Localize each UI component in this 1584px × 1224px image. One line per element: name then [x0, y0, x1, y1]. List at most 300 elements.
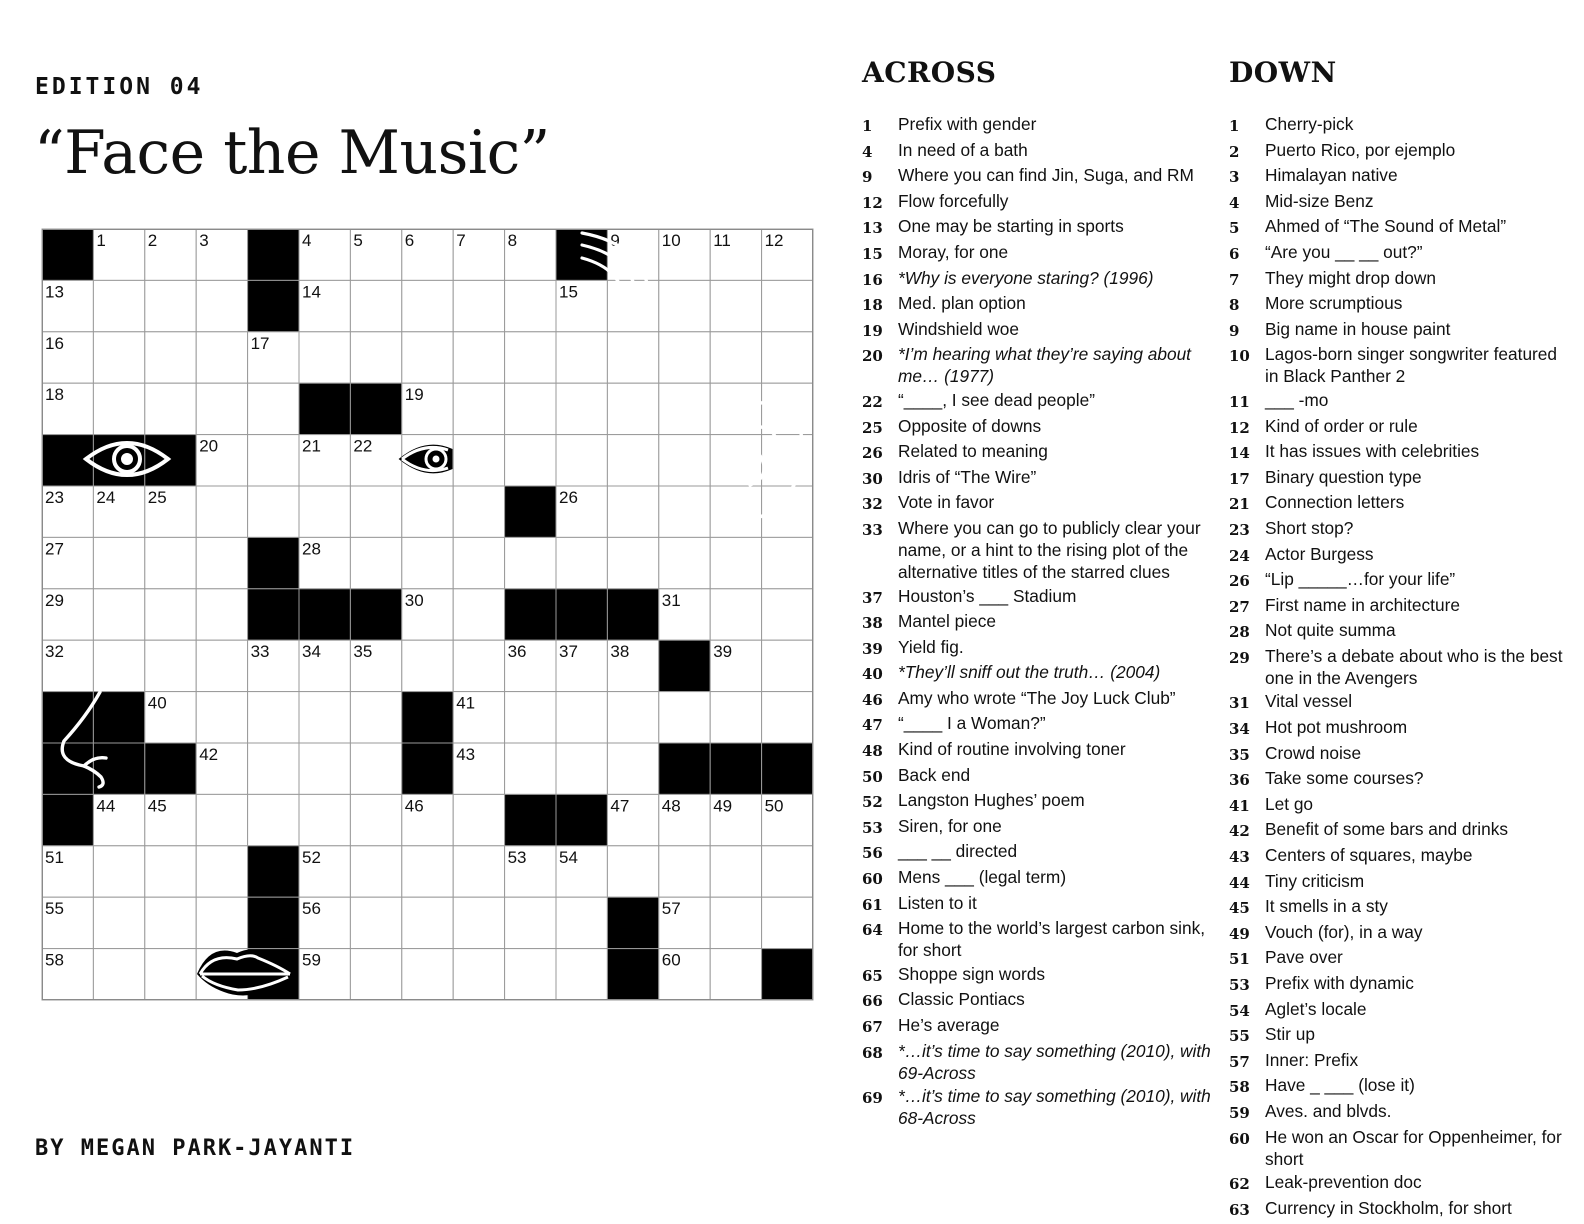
- grid-cell[interactable]: [93, 640, 144, 691]
- cell-number: 57: [661, 899, 681, 919]
- grid-cell[interactable]: [453, 949, 504, 1000]
- cell-number: 38: [610, 642, 630, 662]
- down-clue[interactable]: [1229, 389, 1574, 413]
- grid-cell[interactable]: [453, 280, 504, 331]
- cell-number: 21: [302, 436, 321, 456]
- grid-cell[interactable]: [196, 692, 247, 743]
- grid-cell[interactable]: [556, 743, 607, 794]
- grid-cell[interactable]: [762, 692, 813, 743]
- across-clue[interactable]: [862, 687, 1214, 711]
- grid-cell[interactable]: [196, 537, 247, 588]
- across-clue[interactable]: [862, 215, 1214, 239]
- block-cell: [145, 743, 196, 794]
- grid-cell[interactable]: [659, 435, 710, 486]
- across-clue[interactable]: [862, 764, 1214, 788]
- down-clue[interactable]: [1229, 767, 1574, 791]
- grid-cell[interactable]: [556, 949, 607, 1000]
- across-clue[interactable]: [862, 585, 1214, 609]
- across-clue[interactable]: [862, 712, 1214, 736]
- clue-number: 14: [1229, 444, 1250, 463]
- grid-cell[interactable]: [248, 743, 299, 794]
- clue-text: Vital vessel: [1265, 691, 1353, 712]
- down-clue[interactable]: [1229, 921, 1574, 945]
- grid-cell[interactable]: [710, 537, 761, 588]
- clue-text: Classic Pontiacs: [898, 989, 1025, 1010]
- grid-cell[interactable]: [402, 846, 453, 897]
- grid-cell[interactable]: [248, 692, 299, 743]
- cell-number: 5: [353, 231, 363, 250]
- across-clue[interactable]: [862, 636, 1214, 660]
- grid-cell[interactable]: [350, 280, 401, 331]
- clue-text: First name in architecture: [1265, 594, 1460, 615]
- grid-cell[interactable]: [659, 846, 710, 897]
- grid-cell[interactable]: [145, 589, 196, 640]
- grid-cell[interactable]: [762, 537, 813, 588]
- grid-cell[interactable]: [607, 692, 658, 743]
- down-clue[interactable]: [1229, 517, 1574, 541]
- across-clue[interactable]: [862, 1014, 1214, 1038]
- across-clue[interactable]: [862, 139, 1214, 163]
- down-clue[interactable]: [1229, 619, 1574, 643]
- down-clue[interactable]: [1229, 645, 1574, 689]
- clue-number: 30: [862, 469, 883, 488]
- grid-cell[interactable]: [556, 383, 607, 434]
- clue-number: 29: [1229, 648, 1250, 667]
- across-clue[interactable]: [862, 963, 1214, 987]
- down-clue[interactable]: [1229, 946, 1574, 970]
- grid-cell[interactable]: [556, 435, 607, 486]
- down-clue[interactable]: [1229, 716, 1574, 740]
- down-clue[interactable]: [1229, 818, 1574, 842]
- clue-number: 57: [1229, 1052, 1250, 1071]
- grid-cell[interactable]: [196, 640, 247, 691]
- grid-cell[interactable]: [659, 332, 710, 383]
- across-clue[interactable]: [862, 113, 1214, 137]
- grid-cell[interactable]: [762, 640, 813, 691]
- clue-text: Benefit of some bars and drinks: [1265, 819, 1509, 840]
- grid-cell[interactable]: [402, 280, 453, 331]
- down-clue[interactable]: [1229, 690, 1574, 714]
- grid-cell[interactable]: [145, 537, 196, 588]
- grid-cell[interactable]: [607, 846, 658, 897]
- grid-cell[interactable]: [248, 486, 299, 537]
- grid-cell[interactable]: [556, 332, 607, 383]
- block-cell: [248, 280, 299, 331]
- clue-number: 47: [862, 716, 883, 735]
- grid-cell[interactable]: [607, 486, 658, 537]
- across-clue[interactable]: [862, 415, 1214, 439]
- cell-number: 24: [96, 488, 116, 507]
- down-clue[interactable]: [1229, 318, 1574, 342]
- down-clue[interactable]: [1229, 870, 1574, 894]
- cell-number: 37: [559, 642, 578, 662]
- clue-text: Related to meaning: [898, 441, 1048, 462]
- grid-cell[interactable]: [762, 897, 813, 948]
- down-clue[interactable]: [1229, 139, 1574, 163]
- cell-number: 52: [302, 847, 321, 867]
- clue-text: Kind of routine involving toner: [898, 739, 1126, 760]
- block-cell: [556, 589, 607, 640]
- across-clue[interactable]: [862, 389, 1214, 413]
- cell-number: 41: [456, 693, 476, 713]
- cell-number: 56: [302, 899, 321, 919]
- down-clue[interactable]: [1229, 241, 1574, 265]
- grid-cell[interactable]: [350, 743, 401, 794]
- grid-cell[interactable]: [659, 280, 710, 331]
- grid-cell[interactable]: [710, 897, 761, 948]
- grid-cell[interactable]: [145, 280, 196, 331]
- down-clue[interactable]: [1229, 343, 1574, 387]
- across-clue[interactable]: [862, 1040, 1214, 1084]
- down-clue[interactable]: [1229, 164, 1574, 188]
- clue-text: Connection letters: [1265, 492, 1405, 513]
- grid-cell[interactable]: [762, 280, 813, 331]
- down-clue[interactable]: [1229, 1074, 1574, 1098]
- grid-cell[interactable]: [453, 589, 504, 640]
- grid-cell[interactable]: [762, 435, 813, 486]
- clue-number: 32: [862, 495, 883, 514]
- across-clue[interactable]: [862, 343, 1214, 387]
- clue-text: Actor Burgess: [1265, 543, 1374, 564]
- grid-cell[interactable]: [93, 589, 144, 640]
- grid-cell[interactable]: [93, 280, 144, 331]
- cell-number: 25: [147, 488, 167, 507]
- cell-number: 3: [199, 231, 209, 250]
- down-clue[interactable]: [1229, 793, 1574, 817]
- grid-cell[interactable]: [762, 332, 813, 383]
- cell-number: 36: [507, 642, 527, 662]
- cell-number: 11: [713, 231, 731, 250]
- grid-cell[interactable]: [196, 897, 247, 948]
- grid-cell[interactable]: [710, 949, 761, 1000]
- across-clue[interactable]: [862, 866, 1214, 890]
- clue-number: 43: [1229, 848, 1250, 867]
- grid-cell[interactable]: [505, 537, 556, 588]
- clue-text: Yield fig.: [898, 636, 964, 657]
- grid-cell[interactable]: [350, 486, 401, 537]
- grid-cell[interactable]: [505, 743, 556, 794]
- clue-text: Big name in house paint: [1265, 318, 1451, 339]
- grid-cell[interactable]: [350, 537, 401, 588]
- grid-cell[interactable]: [350, 794, 401, 845]
- grid-cell[interactable]: [93, 537, 144, 588]
- grid-cell[interactable]: [607, 537, 658, 588]
- clue-number: 33: [862, 520, 883, 539]
- cell-number: 33: [250, 642, 270, 662]
- clue-text: Kind of order or rule: [1265, 415, 1418, 436]
- grid-cell[interactable]: [453, 486, 504, 537]
- grid-cell[interactable]: [196, 846, 247, 897]
- clue-number: 60: [1229, 1129, 1250, 1148]
- grid-cell[interactable]: [556, 537, 607, 588]
- grid-cell[interactable]: [145, 949, 196, 1000]
- grid-cell[interactable]: [710, 589, 761, 640]
- grid-cell[interactable]: [93, 846, 144, 897]
- down-clue[interactable]: [1229, 440, 1574, 464]
- block-cell: [42, 743, 93, 794]
- clue-number: 52: [862, 793, 883, 812]
- cell-number: 6: [404, 231, 415, 250]
- across-clue[interactable]: [862, 661, 1214, 685]
- grid-cell[interactable]: [556, 897, 607, 948]
- grid-cell[interactable]: [453, 332, 504, 383]
- cell-number: 10: [661, 231, 681, 250]
- cell-number: 58: [45, 950, 64, 970]
- grid-cell[interactable]: [299, 794, 350, 845]
- grid-cell[interactable]: [607, 383, 658, 434]
- grid-cell[interactable]: [762, 383, 813, 434]
- down-clue[interactable]: [1229, 292, 1574, 316]
- grid-cell[interactable]: [453, 794, 504, 845]
- clue-text: Short stop?: [1265, 517, 1354, 538]
- down-clue[interactable]: [1229, 1126, 1574, 1170]
- cell-number: 18: [45, 385, 64, 405]
- grid-cell[interactable]: [710, 332, 761, 383]
- clue-text: *Why is everyone staring? (1996): [898, 267, 1154, 288]
- grid-cell[interactable]: [710, 846, 761, 897]
- across-clue[interactable]: [862, 840, 1214, 864]
- grid-cell[interactable]: [145, 383, 196, 434]
- grid-cell[interactable]: [453, 640, 504, 691]
- grid-cell[interactable]: [402, 897, 453, 948]
- down-clue[interactable]: [1229, 1197, 1574, 1221]
- cell-number: 2: [147, 231, 158, 250]
- clue-number: 1: [1229, 117, 1240, 135]
- grid-cell[interactable]: [196, 383, 247, 434]
- down-clue[interactable]: [1229, 415, 1574, 439]
- clue-number: 67: [862, 1018, 883, 1036]
- cell-number: 13: [45, 282, 64, 302]
- grid-cell[interactable]: [607, 280, 658, 331]
- clue-number: 63: [1229, 1200, 1250, 1219]
- grid-cell[interactable]: [248, 383, 299, 434]
- across-clues: [862, 56, 1214, 1131]
- cell-number: 22: [353, 436, 373, 456]
- across-clue[interactable]: [862, 892, 1214, 916]
- clue-text: *I’m hearing what they’re saying about me… (1977): [898, 344, 1191, 387]
- cell-number: 47: [610, 796, 630, 816]
- grid-cell[interactable]: [402, 537, 453, 588]
- grid-cell[interactable]: [505, 692, 556, 743]
- grid-cell[interactable]: [762, 846, 813, 897]
- clue-number: 46: [862, 690, 883, 709]
- across-clue[interactable]: [862, 610, 1214, 634]
- grid-cell[interactable]: [196, 486, 247, 537]
- grid-cell[interactable]: [145, 640, 196, 691]
- clue-text: There’s a debate about who is the best one in the Avengers: [1265, 645, 1563, 688]
- grid-cell[interactable]: [299, 692, 350, 743]
- across-clue[interactable]: [862, 517, 1214, 583]
- grid-cell[interactable]: [299, 743, 350, 794]
- grid-cell[interactable]: [248, 435, 299, 486]
- clue-number: 13: [862, 219, 883, 238]
- across-clue[interactable]: [862, 318, 1214, 342]
- grid-cell[interactable]: [505, 897, 556, 948]
- across-clue[interactable]: [862, 1085, 1214, 1129]
- cell-number: 46: [404, 796, 424, 816]
- grid-cell[interactable]: [453, 897, 504, 948]
- grid-cell[interactable]: [350, 332, 401, 383]
- cell-number: 43: [456, 745, 476, 764]
- across-clue[interactable]: [862, 267, 1214, 291]
- clue-number: 23: [1229, 520, 1250, 539]
- across-clue[interactable]: [862, 292, 1214, 316]
- down-clue[interactable]: [1229, 543, 1574, 567]
- grid-cell[interactable]: [402, 332, 453, 383]
- clue-text: One may be starting in sports: [898, 216, 1124, 237]
- grid-cell[interactable]: [196, 794, 247, 845]
- grid-cell[interactable]: [659, 692, 710, 743]
- grid-cell[interactable]: [196, 589, 247, 640]
- clue-number: 62: [1229, 1175, 1250, 1194]
- down-clue[interactable]: [1229, 113, 1574, 137]
- cell-number: 54: [559, 847, 578, 867]
- grid-cell[interactable]: [145, 846, 196, 897]
- clue-text: “____, I see dead people”: [898, 389, 1095, 410]
- down-clue[interactable]: [1229, 267, 1574, 291]
- clue-text: Med. plan option: [898, 293, 1026, 314]
- down-clue[interactable]: [1229, 491, 1574, 515]
- clue-text: Aves. and blvds.: [1265, 1100, 1392, 1121]
- grid-cell[interactable]: [659, 383, 710, 434]
- clue-number: 58: [1229, 1078, 1250, 1097]
- grid-cell[interactable]: [196, 280, 247, 331]
- clue-number: 19: [862, 321, 883, 340]
- grid-cell[interactable]: [710, 435, 761, 486]
- grid-cell[interactable]: [145, 332, 196, 383]
- grid-cell[interactable]: [350, 692, 401, 743]
- block-cell: [505, 486, 556, 537]
- down-clue[interactable]: [1229, 1171, 1574, 1195]
- across-clue[interactable]: [862, 988, 1214, 1012]
- down-clue[interactable]: [1229, 1049, 1574, 1073]
- clue-number: 40: [862, 665, 883, 684]
- across-clue[interactable]: [862, 440, 1214, 464]
- clue-number: 41: [1229, 796, 1250, 815]
- clue-number: 27: [1229, 597, 1250, 616]
- clue-number: 61: [862, 895, 883, 914]
- clue-number: 69: [862, 1089, 883, 1108]
- grid-cell[interactable]: [350, 846, 401, 897]
- edition-label: EDITION 04: [35, 74, 204, 100]
- clue-text: Amy who wrote “The Joy Luck Club”: [898, 687, 1176, 708]
- across-clue[interactable]: [862, 815, 1214, 839]
- grid-cell[interactable]: [402, 640, 453, 691]
- grid-cell[interactable]: [607, 332, 658, 383]
- across-clue[interactable]: [862, 917, 1214, 961]
- grid-cell[interactable]: [299, 486, 350, 537]
- grid-cell[interactable]: [607, 435, 658, 486]
- down-clue[interactable]: [1229, 895, 1574, 919]
- clue-number: 20: [862, 347, 883, 366]
- down-clue[interactable]: [1229, 568, 1574, 592]
- down-clue[interactable]: [1229, 594, 1574, 618]
- grid-cell[interactable]: [453, 435, 504, 486]
- grid-cell[interactable]: [402, 949, 453, 1000]
- grid-cell[interactable]: [505, 435, 556, 486]
- grid-cell[interactable]: [248, 794, 299, 845]
- across-clue[interactable]: [862, 466, 1214, 490]
- grid-cell[interactable]: [556, 692, 607, 743]
- grid-cell[interactable]: [402, 486, 453, 537]
- grid-cell[interactable]: [453, 383, 504, 434]
- clue-number: 21: [1229, 495, 1250, 514]
- clue-text: Not quite summa: [1265, 620, 1396, 641]
- grid-cell[interactable]: [453, 846, 504, 897]
- grid-cell[interactable]: [659, 486, 710, 537]
- down-clue[interactable]: [1229, 190, 1574, 214]
- down-clue[interactable]: [1229, 844, 1574, 868]
- across-clue[interactable]: [862, 241, 1214, 265]
- across-clue[interactable]: [862, 491, 1214, 515]
- clue-text: It has issues with celebrities: [1265, 441, 1480, 462]
- grid-cell[interactable]: [350, 897, 401, 948]
- grid-cell[interactable]: [299, 332, 350, 383]
- grid-cell[interactable]: [350, 949, 401, 1000]
- grid-cell[interactable]: [762, 589, 813, 640]
- grid-cell[interactable]: [505, 383, 556, 434]
- grid-cell[interactable]: [453, 537, 504, 588]
- grid-cell[interactable]: [93, 383, 144, 434]
- across-clue[interactable]: [862, 164, 1214, 188]
- clue-text: Back end: [898, 764, 971, 785]
- grid-cell[interactable]: [196, 332, 247, 383]
- down-clue[interactable]: [1229, 742, 1574, 766]
- down-clue[interactable]: [1229, 466, 1574, 490]
- block-cell: [145, 435, 196, 486]
- cell-number: 31: [661, 590, 681, 610]
- across-clue[interactable]: [862, 190, 1214, 214]
- grid-cell[interactable]: [710, 692, 761, 743]
- clue-text: Himalayan native: [1265, 165, 1398, 186]
- cell-number: 60: [661, 950, 681, 970]
- clue-text: He’s average: [898, 1015, 1000, 1035]
- grid-cell[interactable]: [505, 332, 556, 383]
- grid-cell[interactable]: [710, 486, 761, 537]
- grid-cell[interactable]: [607, 743, 658, 794]
- clue-text: Vote in favor: [898, 492, 995, 513]
- grid-cell[interactable]: [710, 280, 761, 331]
- grid-cell[interactable]: [505, 949, 556, 1000]
- clue-number: 60: [862, 870, 883, 889]
- block-cell: [350, 589, 401, 640]
- down-clue[interactable]: [1229, 215, 1574, 239]
- block-cell: [299, 383, 350, 434]
- grid-cell[interactable]: [659, 537, 710, 588]
- down-clue[interactable]: [1229, 1023, 1574, 1047]
- grid-cell[interactable]: [93, 332, 144, 383]
- block-cell: [556, 794, 607, 845]
- grid-cell[interactable]: [93, 897, 144, 948]
- cell-number: 23: [45, 488, 64, 507]
- block-cell: [248, 589, 299, 640]
- down-clue[interactable]: [1229, 998, 1574, 1022]
- clue-text: *…it’s time to say something (2010), with 68-Across: [898, 1086, 1211, 1129]
- down-clue[interactable]: [1229, 1100, 1574, 1124]
- across-clue[interactable]: [862, 789, 1214, 813]
- clue-text: Stir up: [1265, 1024, 1315, 1045]
- across-clue[interactable]: [862, 738, 1214, 762]
- down-clue[interactable]: [1229, 972, 1574, 996]
- cell-number: 17: [250, 333, 270, 353]
- grid-cell[interactable]: [145, 897, 196, 948]
- cell-number: 20: [199, 436, 219, 456]
- grid-cell[interactable]: [93, 949, 144, 1000]
- clue-number: 35: [1229, 745, 1250, 764]
- clue-number: 22: [862, 392, 883, 411]
- grid-cell[interactable]: [505, 280, 556, 331]
- clue-number: 7: [1229, 270, 1240, 289]
